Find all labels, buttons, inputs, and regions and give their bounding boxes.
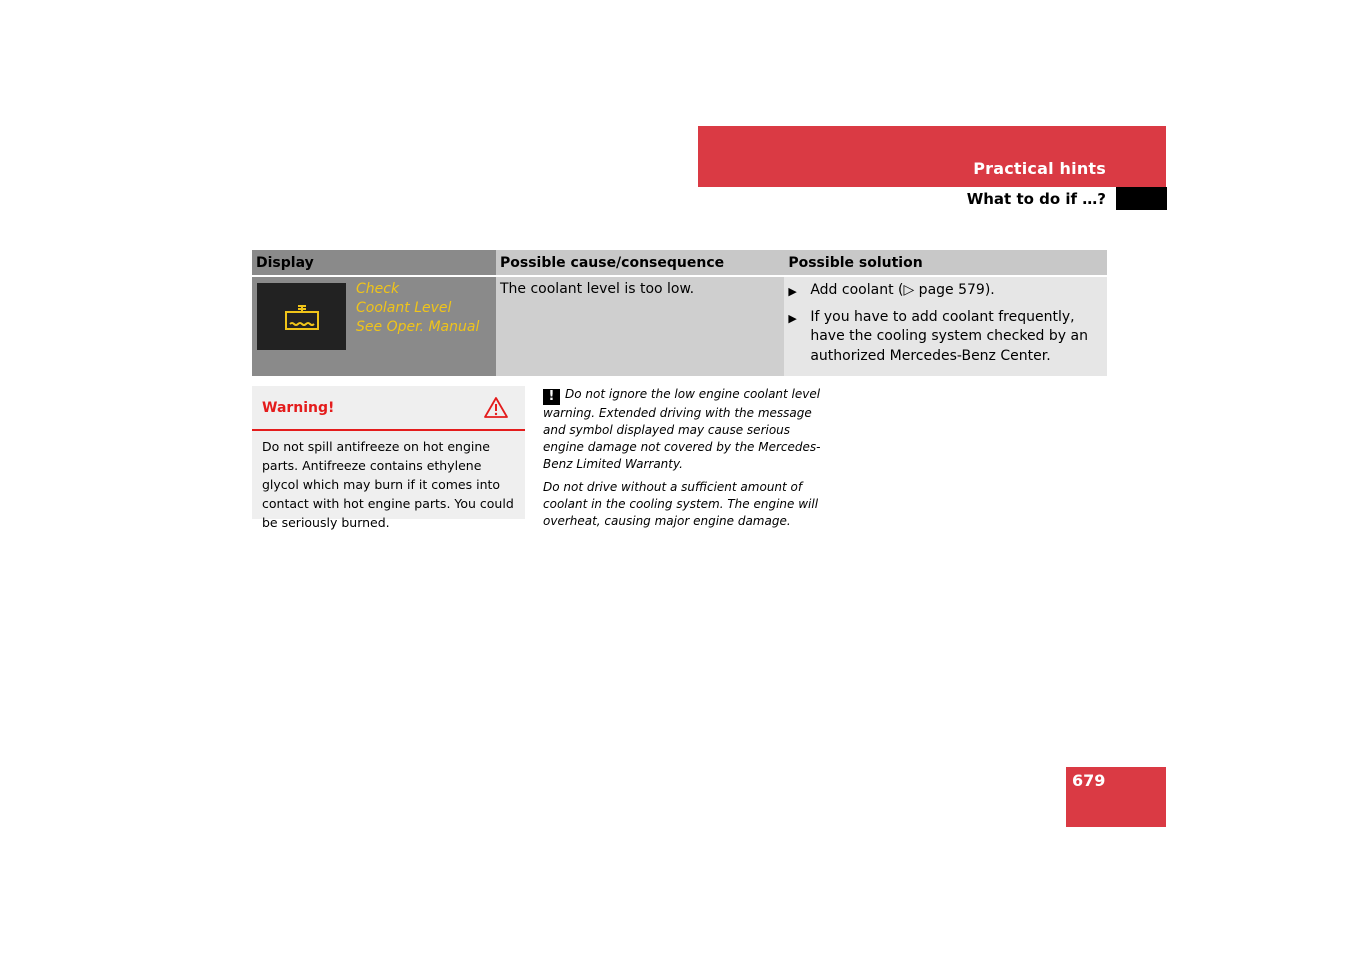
bullet-arrow-icon: ▶ <box>788 285 797 298</box>
header-solution: Possible solution <box>784 250 1107 276</box>
exclamation-icon: ! <box>543 389 560 405</box>
lcd-line: See Oper. Manual <box>356 319 480 335</box>
lcd-line: Check <box>356 281 400 297</box>
notice-block <box>543 386 825 536</box>
warning-triangle-icon <box>483 396 509 419</box>
page-number-box <box>1066 767 1166 827</box>
lcd-panel <box>257 283 346 350</box>
warning-box <box>252 386 525 530</box>
header-display: Display <box>252 250 496 276</box>
chapter-tab <box>1116 187 1167 210</box>
solution-text: Add coolant (▷ page 579). <box>810 282 995 298</box>
notice-paragraph <box>543 386 825 473</box>
table-header-row <box>252 250 1107 276</box>
bullet-arrow-icon: ▶ <box>788 311 797 325</box>
warning-label: Warning! <box>262 400 335 416</box>
lcd-message <box>356 280 479 337</box>
solution-item <box>788 281 1101 302</box>
subsection-title: What to do if …? <box>966 190 1106 208</box>
lcd-line: Coolant Level <box>356 300 452 316</box>
solution-item <box>788 308 1101 367</box>
table-row <box>252 276 1107 376</box>
solution-cell <box>784 276 1107 376</box>
page-number: 679 <box>1072 771 1106 790</box>
warning-text: Do not spill antifreeze on hot engine parts. Antifreeze contains ethylene glycol which may burn if it comes into contact with hot engine parts. You could be seriously burned. <box>262 439 514 530</box>
notice-paragraph: Do not drive without a sufficient amount of coolant in the cooling system. The engine will overheat, causing major engine damage. <box>543 480 819 528</box>
coolant-level-icon <box>283 303 321 331</box>
solution-text: If you have to add coolant frequently, have the cooling system checked by an authorized Mercedes-Benz Center. <box>810 308 1088 364</box>
display-cell <box>252 276 496 376</box>
warning-header <box>252 386 525 431</box>
notice-text: Do not ignore the low engine coolant level warning. Extended driving with the message and symbol displayed may cause serious engine damage not covered by the Mercedes-Benz Limited Warranty. <box>543 387 821 471</box>
message-table <box>252 250 1107 376</box>
cause-cell: The coolant level is too low. <box>496 276 784 376</box>
header-cause: Possible cause/consequence <box>496 250 784 276</box>
section-title: Practical hints <box>973 159 1106 178</box>
